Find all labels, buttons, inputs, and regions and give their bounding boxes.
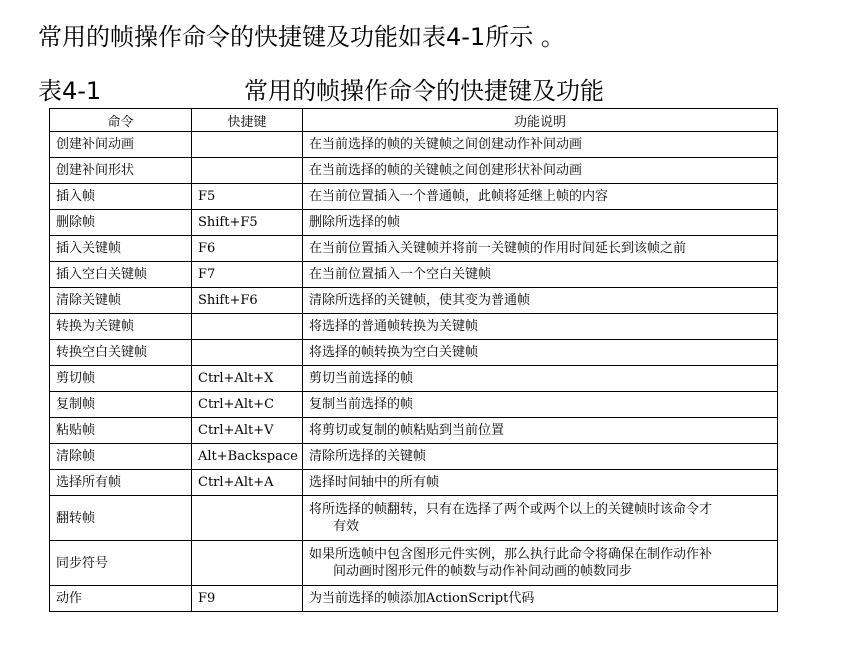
header-description: 功能说明 (303, 109, 778, 132)
table-row (50, 236, 778, 262)
table-row (50, 340, 778, 366)
cell-description: 剪切当前选择的帧 (303, 366, 778, 392)
cell-shortcut: Ctrl+Alt+X (192, 366, 303, 392)
cell-command: 创建补间形状 (50, 158, 192, 184)
cell-shortcut (192, 314, 303, 340)
cell-command: 翻转帧 (50, 496, 192, 541)
cell-description: 在当前选择的帧的关键帧之间创建动作补间动画 (303, 132, 778, 158)
cell-description: 为当前选择的帧添加ActionScript代码 (303, 586, 778, 612)
table-row (50, 210, 778, 236)
cell-shortcut (192, 340, 303, 366)
header-command: 命令 (50, 109, 192, 132)
cell-shortcut (192, 132, 303, 158)
cell-shortcut: Alt+Backspace (192, 444, 303, 470)
table-row (50, 366, 778, 392)
cell-description (303, 496, 778, 541)
table-row (50, 444, 778, 470)
cell-description: 清除所选择的关键帧 (303, 444, 778, 470)
cell-command: 选择所有帧 (50, 470, 192, 496)
table-row (50, 541, 778, 586)
cell-command: 插入空白关键帧 (50, 262, 192, 288)
cell-shortcut: F9 (192, 586, 303, 612)
cell-description: 将剪切或复制的帧粘贴到当前位置 (303, 418, 778, 444)
cell-command: 插入帧 (50, 184, 192, 210)
cell-command: 粘贴帧 (50, 418, 192, 444)
cell-description: 在当前选择的帧的关键帧之间创建形状补间动画 (303, 158, 778, 184)
intro-text: 常用的帧操作命令的快捷键及功能如表4-1所示 。 (38, 23, 565, 51)
table-row (50, 158, 778, 184)
cell-command: 同步符号 (50, 541, 192, 586)
cell-description: 删除所选择的帧 (303, 210, 778, 236)
cell-command: 动作 (50, 586, 192, 612)
table-row (50, 184, 778, 210)
cell-description: 将选择的普通帧转换为关键帧 (303, 314, 778, 340)
description-line-2: 间动画时图形元件的帧数与动作补间动画的帧数同步 (333, 564, 633, 579)
table-row (50, 470, 778, 496)
table-row (50, 262, 778, 288)
table-number: 表4-1 (38, 77, 102, 105)
table-caption (38, 74, 778, 108)
table-row (50, 392, 778, 418)
cell-shortcut: F6 (192, 236, 303, 262)
cell-command: 删除帧 (50, 210, 192, 236)
cell-description: 复制当前选择的帧 (303, 392, 778, 418)
cell-shortcut: Shift+F6 (192, 288, 303, 314)
table-header-row (50, 109, 778, 132)
shortcut-table (49, 108, 778, 612)
cell-shortcut (192, 541, 303, 586)
cell-command: 创建补间动画 (50, 132, 192, 158)
cell-description: 在当前位置插入一个普通帧，此帧将延继上帧的内容 (303, 184, 778, 210)
cell-command: 转换空白关键帧 (50, 340, 192, 366)
description-line-2: 有效 (333, 519, 360, 534)
cell-command: 插入关键帧 (50, 236, 192, 262)
cell-shortcut: Ctrl+Alt+A (192, 470, 303, 496)
header-shortcut: 快捷键 (192, 109, 303, 132)
table-row (50, 586, 778, 612)
cell-shortcut (192, 496, 303, 541)
cell-description: 在当前位置插入一个空白关键帧 (303, 262, 778, 288)
table-row (50, 132, 778, 158)
cell-shortcut: Ctrl+Alt+V (192, 418, 303, 444)
cell-command: 转换为关键帧 (50, 314, 192, 340)
cell-description: 在当前位置插入关键帧并将前一关键帧的作用时间延长到该帧之前 (303, 236, 778, 262)
cell-shortcut: F7 (192, 262, 303, 288)
cell-command: 清除帧 (50, 444, 192, 470)
description-line-1: 将所选择的帧翻转，只有在选择了两个或两个以上的关键帧时该命令才 (309, 502, 713, 517)
table-row (50, 314, 778, 340)
cell-description: 选择时间轴中的所有帧 (303, 470, 778, 496)
cell-command: 剪切帧 (50, 366, 192, 392)
description-line-1: 如果所选帧中包含图形元件实例，那么执行此命令将确保在制作动作补 (309, 547, 713, 562)
cell-shortcut (192, 158, 303, 184)
table-row (50, 418, 778, 444)
cell-command: 复制帧 (50, 392, 192, 418)
cell-shortcut: Ctrl+Alt+C (192, 392, 303, 418)
cell-shortcut: Shift+F5 (192, 210, 303, 236)
cell-shortcut: F5 (192, 184, 303, 210)
table-row (50, 288, 778, 314)
table-row (50, 496, 778, 541)
cell-description (303, 541, 778, 586)
cell-description: 将选择的帧转换为空白关键帧 (303, 340, 778, 366)
cell-command: 清除关键帧 (50, 288, 192, 314)
cell-description: 清除所选择的关键帧，使其变为普通帧 (303, 288, 778, 314)
table-title: 常用的帧操作命令的快捷键及功能 (244, 77, 604, 105)
